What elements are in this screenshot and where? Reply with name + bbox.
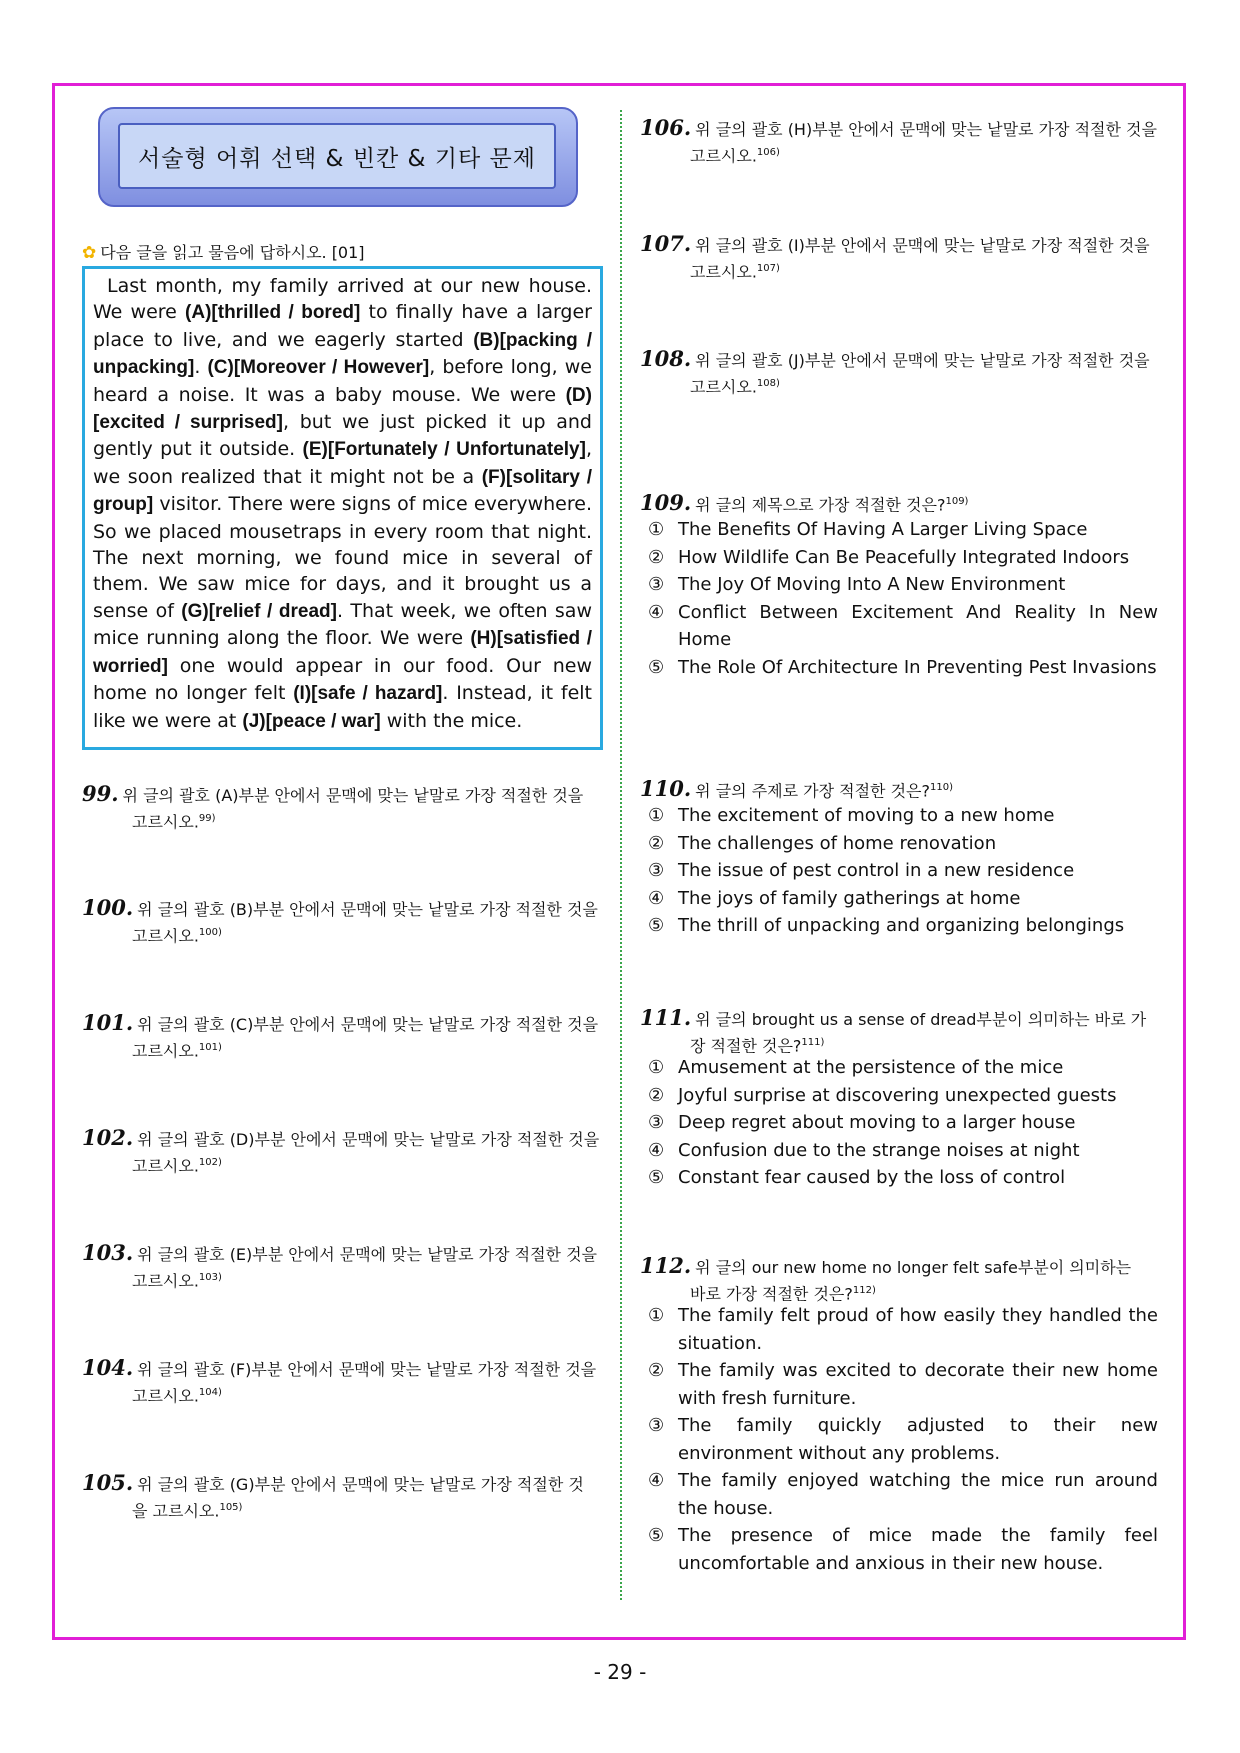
question-number: 105. xyxy=(82,1470,134,1495)
question-107: 107. 위 글의 괄호 (I)부분 안에서 문맥에 맞는 낱말로 가장 적절한 것을 고르시오.$^{107)}$ xyxy=(640,231,1150,282)
question-number: 104. xyxy=(82,1355,134,1380)
question-104: 104. 위 글의 괄호 (F)부분 안에서 문맥에 맞는 낱말로 가장 적절한 것을 고르시오.$^{104)}$ xyxy=(82,1355,597,1406)
blank-b: (B)[packing / unpacking] xyxy=(93,329,592,379)
footnote-ref: 104) xyxy=(198,1387,222,1398)
option-4[interactable]: ④ Confusion due to the strange noises at night xyxy=(648,1139,1080,1161)
option-3[interactable]: ③ Deep regret about moving to a larger house xyxy=(648,1112,1076,1133)
section-title: 서술형 어휘 선택 & 빈칸 & 기타 문제 xyxy=(118,123,556,189)
footnote-ref: 101) xyxy=(198,1042,222,1053)
section-banner xyxy=(98,107,578,207)
passage-text: Last month, my family arrived at our new house. We were (A)[thrilled / bored] to finally have a larger place to live, and we eagerly started (B)[packing / unpacking]. (C)[Moreover / However], before long, we heard a noise. It was a baby mouse. We were (D)[excited / surprised], but we just picked it up and gently put it outside. (E)[Fortunately / Unfortunately], we soon realized that it might not be a (F)[solitary / group] visitor. There were signs of mice everywhere. So we placed mousetraps in every room that night. The next morning, we found mice in several of them. We saw mice for days, and it brought us a sense of (G)[relief / dread]. That week, we often saw mice running along the floor. We were (H)[satisfied / worried] one would appear in our food. Our new home no longer felt (I)[safe / hazard]. Instead, it felt like we were at (J)[peace / war] with the mice. xyxy=(93,275,592,732)
blank-g: (G)[relief / dread] xyxy=(181,600,337,622)
question-100: 100. 위 글의 괄호 (B)부분 안에서 문맥에 맞는 낱말로 가장 적절한 것을 고르시오.$^{100)}$ xyxy=(82,895,598,946)
footnote-ref: 108) xyxy=(756,378,780,389)
footnote-ref: 105) xyxy=(219,1502,243,1513)
question-106: 106. 위 글의 괄호 (H)부분 안에서 문맥에 맞는 낱말로 가장 적절한 것을 고르시오.$^{106)}$ xyxy=(640,115,1157,166)
question-111: 111. 위 글의 brought us a sense of dread부분이 의미하는 바로 가 장 적절한 것은?$^{111)}$ xyxy=(640,1005,1147,1056)
footnote-ref: 102) xyxy=(198,1157,222,1168)
option-1[interactable]: ① The excitement of moving to a new home xyxy=(648,805,1055,826)
question-number: 103. xyxy=(82,1240,134,1265)
question-number: 109. xyxy=(640,490,692,516)
option-3[interactable]: ③ The Joy Of Moving Into A New Environment xyxy=(648,574,1066,595)
blank-f: (F)[solitary / group] xyxy=(93,466,592,516)
column-divider xyxy=(620,110,622,1600)
question-number: 100. xyxy=(82,895,134,920)
options-111 xyxy=(648,1054,1158,1192)
footnote-ref: 107) xyxy=(756,263,780,274)
option-2[interactable]: ② The family was excited to decorate their new home with fresh furniture. xyxy=(648,1360,1158,1409)
blank-h: (H)[satisfied / worried] xyxy=(93,628,592,677)
option-5[interactable]: ⑤ The presence of mice made the family feel uncomfortable and anxious in their new house. xyxy=(648,1525,1158,1574)
option-1[interactable]: ① Amusement at the persistence of the mice xyxy=(648,1057,1064,1078)
question-number: 101. xyxy=(82,1010,134,1035)
reading-passage xyxy=(82,266,603,750)
option-1[interactable]: ① The Benefits Of Having A Larger Living Space xyxy=(648,519,1088,540)
instruction-text: 다음 글을 읽고 물음에 답하시오. [01] xyxy=(100,243,365,262)
options-112 xyxy=(648,1302,1158,1577)
footnote-ref: 100) xyxy=(198,927,222,938)
option-3[interactable]: ③ The family quickly adjusted to their new environment without any problems. xyxy=(648,1415,1158,1464)
blank-a: (A)[thrilled / bored] xyxy=(185,302,361,324)
blank-i: (I)[safe / hazard] xyxy=(293,683,443,705)
footnote-ref: 110) xyxy=(930,782,954,793)
option-5[interactable]: ⑤ The Role Of Architecture In Preventing Pest Invasions xyxy=(648,656,1157,678)
options-109 xyxy=(648,516,1158,681)
option-5[interactable]: ⑤ The thrill of unpacking and organizing belongings xyxy=(648,915,1125,936)
question-number: 99. xyxy=(82,781,119,806)
question-number: 102. xyxy=(82,1125,134,1150)
option-2[interactable]: ② How Wildlife Can Be Peacefully Integrated Indoors xyxy=(648,546,1130,568)
option-5[interactable]: ⑤ Constant fear caused by the loss of control xyxy=(648,1167,1066,1188)
flower-icon: ✿ xyxy=(82,243,97,263)
footnote-ref: 106) xyxy=(756,147,780,158)
instruction xyxy=(82,240,365,263)
option-2[interactable]: ② The challenges of home renovation xyxy=(648,832,997,854)
blank-j: (J)[peace / war] xyxy=(242,710,381,732)
question-103: 103. 위 글의 괄호 (E)부분 안에서 문맥에 맞는 낱말로 가장 적절한 것을 고르시오.$^{103)}$ xyxy=(82,1240,598,1291)
question-105: 105. 위 글의 괄호 (G)부분 안에서 문맥에 맞는 낱말로 가장 적절한 것 을 고르시오.$^{105)}$ xyxy=(82,1470,584,1521)
question-number: 106. xyxy=(640,115,692,140)
option-4[interactable]: ④ The family enjoyed watching the mice run around the house. xyxy=(648,1470,1158,1519)
question-number: 108. xyxy=(640,346,692,371)
footnote-ref: 99) xyxy=(198,813,216,824)
question-110: 110. 위 글의 주제로 가장 적절한 것은?$^{110)}$ xyxy=(640,776,954,802)
footnote-ref: 112) xyxy=(852,1285,876,1296)
option-4[interactable]: ④ The joys of family gatherings at home xyxy=(648,887,1021,909)
page-number: - 29 - xyxy=(593,1660,647,1684)
options-110 xyxy=(648,802,1158,940)
blank-c: (C)[Moreover / However] xyxy=(207,357,430,379)
option-4[interactable]: ④ Conflict Between Excitement And Reality In New Home xyxy=(648,601,1158,650)
footnote-ref: 103) xyxy=(198,1272,222,1283)
option-3[interactable]: ③ The issue of pest control in a new residence xyxy=(648,860,1075,881)
question-number: 112. xyxy=(640,1253,692,1278)
question-102: 102. 위 글의 괄호 (D)부분 안에서 문맥에 맞는 낱말로 가장 적절한 것을 고르시오.$^{102)}$ xyxy=(82,1125,600,1176)
question-number: 111. xyxy=(640,1005,692,1030)
question-112: 112. 위 글의 our new home no longer felt safe부분이 의미하는 바로 가장 적절한 것은?$^{112)}$ xyxy=(640,1253,1132,1304)
blank-e: (E)[Fortunately / Unfortunately] xyxy=(302,439,586,461)
question-number: 107. xyxy=(640,231,692,256)
question-109: 109. 위 글의 제목으로 가장 적절한 것은?$^{109)}$ xyxy=(640,490,969,516)
question-99: 99. 위 글의 괄호 (A)부분 안에서 문맥에 맞는 낱말로 가장 적절한 것을 고르시오.$^{99)}$ xyxy=(82,781,584,832)
option-1[interactable]: ① The family felt proud of how easily they handled the situation. xyxy=(648,1305,1158,1354)
option-2[interactable]: ② Joyful surprise at discovering unexpected guests xyxy=(648,1084,1117,1106)
question-number: 110. xyxy=(640,776,692,802)
footnote-ref: 109) xyxy=(945,496,969,507)
blank-d: (D)[excited / surprised] xyxy=(93,384,592,434)
question-101: 101. 위 글의 괄호 (C)부분 안에서 문맥에 맞는 낱말로 가장 적절한 것을 고르시오.$^{101)}$ xyxy=(82,1010,599,1061)
question-108: 108. 위 글의 괄호 (J)부분 안에서 문맥에 맞는 낱말로 가장 적절한 것을 고르시오.$^{108)}$ xyxy=(640,346,1150,397)
footnote-ref: 111) xyxy=(801,1037,825,1048)
